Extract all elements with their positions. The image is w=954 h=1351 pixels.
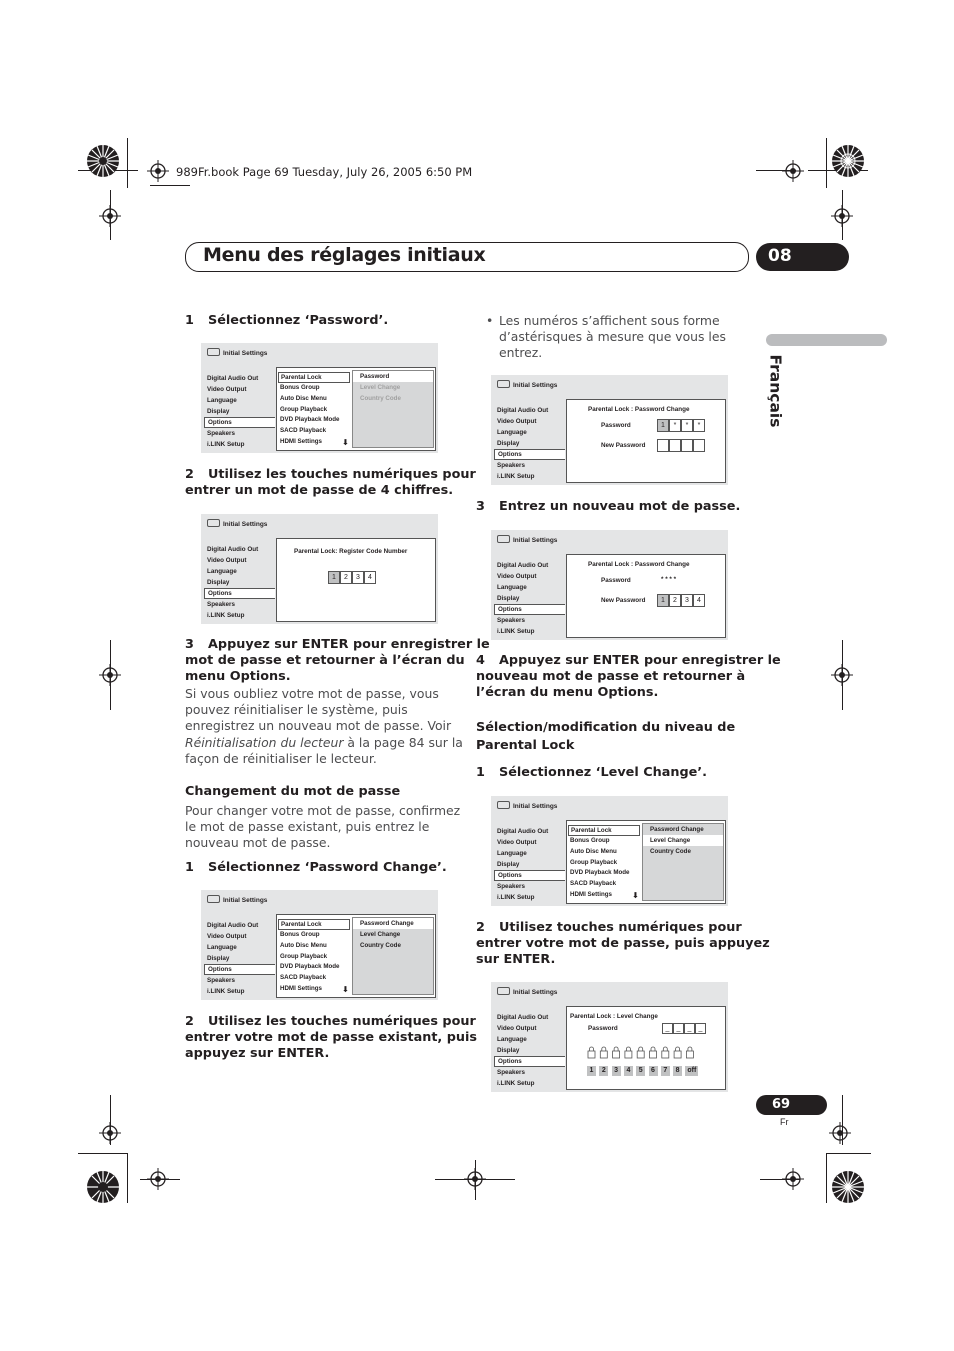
chapter-badge [756,243,849,271]
settings-icon [207,519,220,527]
step-1-select-password: 1 Sélectionnez ‘Password’. [185,313,389,328]
left-menu: Digital Audio Out Video Output Language Display Options Speakers i.LINK Setup [497,405,565,482]
change-password-intro: Pour changer votre mot de passe, confirmez le mot de passe existant, puis entrez le nouveau mot de passe. [185,803,461,851]
parental-submenu: Password Level Change Country Code [352,370,434,448]
level-value: off [685,1066,698,1076]
left-menu: Digital Audio Out Video Output Language Display Options Speakers i.LINK Setup [207,544,275,621]
new-password-digit [669,439,681,452]
options-menu: Parental Lock Bonus Group Auto Disc Menu Group Playback DVD Playback Mode SACD Playback HDMI Settings [280,372,350,448]
level-value: 1 [587,1066,596,1076]
code-digit: 2 [340,571,352,584]
crosshair-target-icon [99,205,121,227]
step-enter-password-level: 2 Utilisez touches numériques pour entrer votre mot de passe, puis appuyez sur ENTER. [476,920,770,968]
password-digit: _ [695,1023,706,1034]
crosshair-target-icon [829,1122,851,1144]
options-menu: Parental Lock Bonus Group Auto Disc Menu Group Playback DVD Playback Mode SACD Playback HDMI Settings [570,825,640,901]
step-enter-new-password: 3 Entrez un nouveau mot de passe. [476,499,741,514]
screen-password-change-existing [491,375,728,485]
level-value: 8 [673,1066,682,1076]
code-digit: 3 [352,571,364,584]
screen-options-password-change [201,890,438,1000]
crosshair-target-icon [147,1168,169,1190]
left-menu: Digital Audio Out Video Output Language Display Options Speakers i.LINK Setup [207,920,275,997]
password-label: Password [588,1025,618,1032]
settings-icon [207,348,220,356]
new-password-digit [681,439,693,452]
registration-rosette-icon [831,144,865,178]
section-heading-parental-level: Sélection/modification du niveau de Parental Lock [476,720,736,753]
screen-title: Initial Settings [207,519,267,528]
screen-register-code [201,514,438,624]
settings-icon [497,987,510,995]
step-select-level-change: 1 Sélectionnez ‘Level Change’. [476,765,708,780]
level-value: 2 [599,1066,608,1076]
settings-icon [497,801,510,809]
password-digit: _ [673,1023,684,1034]
crosshair-target-icon [782,1168,804,1190]
left-menu: Digital Audio Out Video Output Language Display Options Speakers i.LINK Setup [497,826,565,903]
language-tab [766,334,887,346]
password-digit: _ [662,1023,673,1034]
password-stars: * * * * [661,576,677,583]
password-digit: _ [684,1023,695,1034]
lock-icon [637,1047,644,1058]
left-menu: Digital Audio Out Video Output Language Display Options Speakers i.LINK Setup [497,1012,565,1089]
section-heading-change-password: Changement du mot de passe [185,784,401,799]
password-change-heading: Parental Lock : Password Change [588,561,690,568]
level-value: 4 [624,1066,633,1076]
scroll-down-icon: ⬇ [632,891,639,900]
password-digit: * [681,419,693,432]
password-label: Password [601,577,631,584]
code-digit: 1 [328,571,340,584]
crosshair-target-icon [464,1168,486,1190]
scroll-down-icon: ⬇ [342,438,349,447]
crosshair-target-icon [831,664,853,686]
step-enter-existing-password: 2 Utilisez les touches numériques pour entrer votre mot de passe existant, puis appuyez sur ENTER. [185,1014,478,1062]
settings-icon [497,380,510,388]
crosshair-target-icon [147,160,169,182]
register-heading: Parental Lock: Register Code Number [294,548,408,555]
new-password-digit: 4 [693,594,705,607]
page-language: Fr [780,1117,789,1127]
code-digit: 4 [364,571,376,584]
lock-icon [625,1047,632,1058]
level-value: 5 [636,1066,645,1076]
registration-rosette-icon [831,1170,865,1204]
new-password-digit: 2 [669,594,681,607]
new-password-digit [657,439,669,452]
password-digit: * [669,419,681,432]
lock-level-icons [587,1046,699,1060]
page-number-badge: 69 [756,1095,827,1115]
lock-icon [650,1047,657,1058]
screen-level-change [491,982,728,1092]
new-password-label: New Password [601,442,646,449]
level-value: 3 [612,1066,621,1076]
language-label: Français [766,354,785,428]
screen-title: Initial Settings [207,895,267,904]
screen-title: Initial Settings [207,348,267,357]
screen-options-level-change [491,796,728,906]
left-menu: Digital Audio Out Video Output Language Display Options Speakers i.LINK Setup [497,560,565,637]
crosshair-target-icon [831,205,853,227]
step-press-enter-save-new: 4 Appuyez sur ENTER pour enregistrer le nouveau mot de passe et retourner à l’écran du menu Options. [476,653,781,701]
parental-level-scale [587,1066,707,1078]
parental-submenu: Password Change Level Change Country Code [642,823,724,901]
left-menu: Digital Audio Out Video Output Language Display Options Speakers i.LINK Setup [207,373,275,450]
new-password-digit [693,439,705,452]
screen-title: Initial Settings [497,987,557,996]
registration-rosette-icon [86,144,120,178]
password-label: Password [601,422,631,429]
page-title: Menu des réglages initiaux [203,244,486,266]
settings-icon [207,895,220,903]
password-change-heading: Parental Lock : Password Change [588,406,690,413]
screen-title: Initial Settings [497,380,557,389]
step-3-press-enter: 3 Appuyez sur ENTER pour enregistrer le mot de passe et retourner à l’écran du menu Options. [185,637,490,685]
crosshair-target-icon [782,160,804,182]
step-2-enter-password: 2 Utilisez les touches numériques pour entrer un mot de passe de 4 chiffres. [185,467,476,499]
screen-options-password [201,343,438,453]
password-digit: * [693,419,705,432]
forgot-password-note: Si vous oubliez votre mot de passe, vous pouvez réinitialiser le système, puis enregistrez un nouveau mot de passe. Voir Réinitialisation du lecteur à la page 84 sur la façon de réinitialiser le lecteur. [185,686,463,766]
level-change-heading: Parental Lock : Level Change [570,1013,658,1020]
new-password-label: New Password [601,597,646,604]
chapter-number: 08 [768,246,792,266]
book-info-line: 989Fr.book Page 69 Tuesday, July 26, 2005 6:50 PM [176,165,473,179]
registration-rosette-icon [86,1170,120,1204]
new-password-digit: 3 [681,594,693,607]
options-menu: Parental Lock Bonus Group Auto Disc Menu Group Playback DVD Playback Mode SACD Playback HDMI Settings [280,919,350,995]
screen-title: Initial Settings [497,535,557,544]
new-password-digit: 1 [657,594,669,607]
screen-password-change-new [491,530,728,640]
crosshair-target-icon [99,664,121,686]
password-digit: 1 [657,419,669,432]
settings-icon [497,535,510,543]
lock-icon [600,1047,607,1058]
crosshair-target-icon [99,1122,121,1144]
level-value: 6 [649,1066,658,1076]
lock-icon [674,1047,681,1058]
parental-submenu: Password Change Level Change Country Code [352,917,434,995]
scroll-down-icon: ⬇ [342,985,349,994]
lock-icon [613,1047,620,1058]
step-select-password-change: 1 Sélectionnez ‘Password Change’. [185,860,447,875]
asterisk-note: • Les numéros s’affichent sous forme d’astérisques à mesure que vous les entrez. [486,313,726,361]
lock-icon [662,1047,669,1058]
level-value: 7 [661,1066,670,1076]
screen-title: Initial Settings [497,801,557,810]
lock-icon [686,1047,693,1058]
lock-icon [588,1047,595,1058]
